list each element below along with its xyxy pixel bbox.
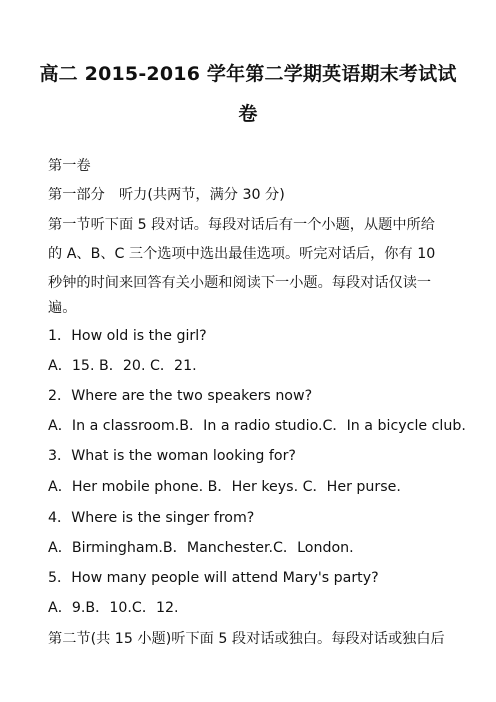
- instructions-line-2: 的 A、B、C 三个选项中选出最佳选项。听完对话后，你有 10: [48, 246, 436, 262]
- question-4-options: A．Birmingham.B．Manchester.C．London.: [48, 540, 354, 556]
- instructions-line-4: 遍。: [48, 300, 77, 316]
- document-title-line-1: 高二 2015-2016 学年第二学期英语期末考试试: [39, 63, 457, 85]
- part-heading-listening: 第一部分 听力(共两节，满分 30 分): [48, 187, 285, 203]
- question-2: 2．Where are the two speakers now?: [48, 388, 313, 404]
- section-2-instructions: 第二节(共 15 小题)听下面 5 段对话或独白。每段对话或独白后: [48, 631, 445, 647]
- question-3: 3．What is the woman looking for?: [48, 448, 296, 464]
- question-3-options: A．Her mobile phone. B．Her keys. C．Her purse.: [48, 479, 401, 495]
- instructions-line-3: 秒钟的时间来回答有关小题和阅读下一小题。每段对话仅读一: [48, 275, 432, 291]
- question-2-options: A．In a classroom.B．In a radio studio.C．In a bicycle club.: [48, 418, 466, 434]
- question-4: 4．Where is the singer from?: [48, 510, 255, 526]
- question-1: 1．How old is the girl?: [48, 328, 207, 344]
- document-title-line-2: 卷: [238, 103, 258, 125]
- instructions-line-1: 第一节听下面 5 段对话。每段对话后有一个小题，从题中所给: [48, 217, 435, 233]
- question-5-options: A．9.B．10.C．12.: [48, 600, 179, 616]
- question-5: 5．How many people will attend Mary's party?: [48, 570, 379, 586]
- question-1-options: A．15. B．20. C．21.: [48, 358, 197, 374]
- section-heading-volume-1: 第一卷: [48, 158, 91, 174]
